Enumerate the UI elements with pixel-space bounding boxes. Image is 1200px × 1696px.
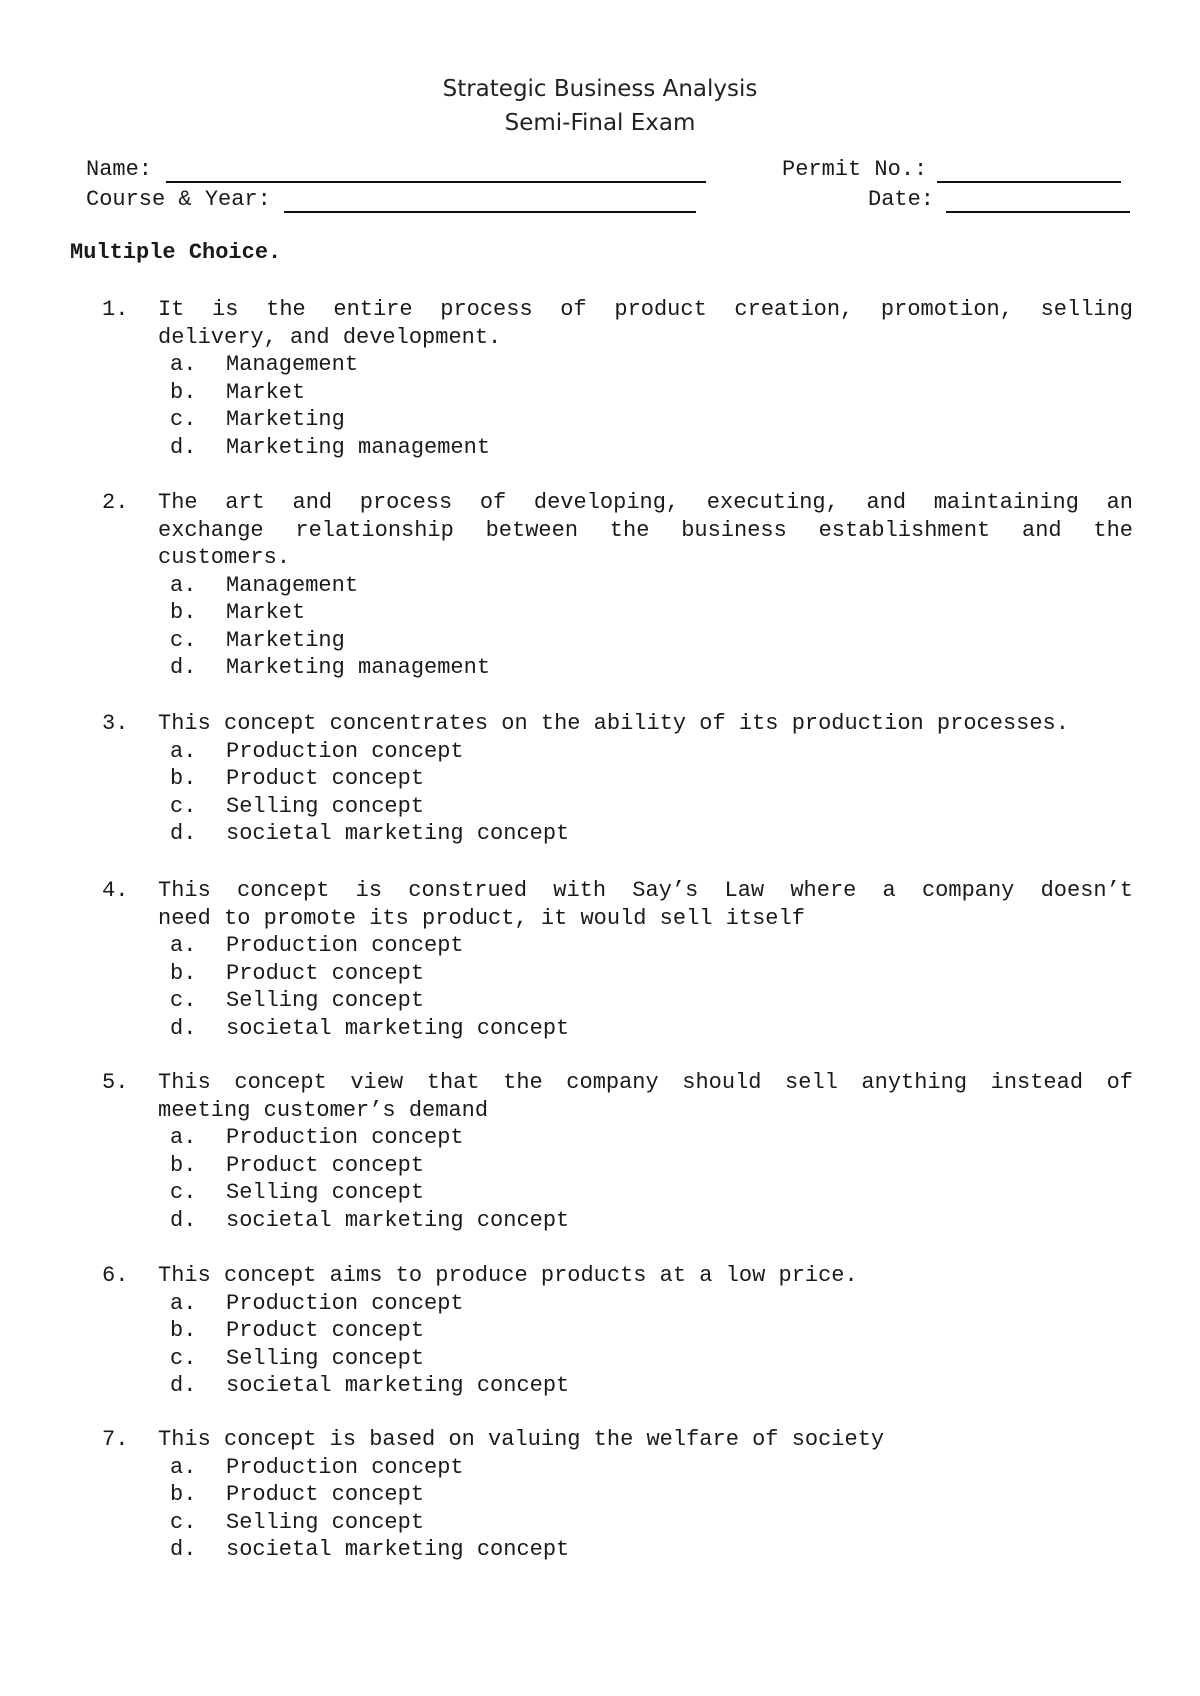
course-label: Course & Year: [86,187,271,212]
question-number: 4. [102,878,129,903]
choice-letter: a. [170,1454,197,1480]
date-blank[interactable] [946,189,1130,213]
question-text-line: This concept aims to produce products at a low price. [158,1263,858,1288]
answer-choice[interactable] [0,987,1200,1015]
question-text [158,296,1133,351]
choice-letter: a. [170,352,197,377]
date-field-row [868,187,1130,213]
answer-choice[interactable] [0,1481,1200,1509]
question-text-line: customers. [158,545,291,570]
choice-letter: b. [170,1318,197,1343]
question-text-line: It is the entire process of product creation, promotion, selling [158,297,1133,322]
answer-choice[interactable] [0,1345,1200,1373]
choice-text: Production concept [226,1454,464,1480]
choice-text: Production concept [226,738,464,764]
choice-letter: d. [170,434,197,460]
choice-letter: b. [170,1152,197,1178]
choice-letter: a. [170,933,197,958]
choice-text: Selling concept [226,1345,425,1371]
question-item [0,1069,1200,1234]
answer-choice[interactable] [0,1290,1200,1318]
choice-text: Product concept [226,1318,425,1343]
answer-choice[interactable] [0,1372,1200,1400]
question-text-line: need to promote its product, it would sell itself [158,905,805,931]
section-title: Multiple Choice. [70,240,282,265]
choice-text: Selling concept [226,988,425,1013]
question-text-line: This concept is construed with Say’s Law where a company doesn’t [158,878,1133,903]
question-text [158,877,1133,932]
question-number: 6. [102,1263,129,1288]
question-item [0,489,1200,682]
choice-text: societal marketing concept [226,821,570,846]
answer-choice[interactable] [0,1179,1200,1207]
answer-choice[interactable] [0,406,1200,434]
question-number: 1. [102,297,129,322]
choice-text: Product concept [226,960,425,986]
answer-choice[interactable] [0,738,1200,766]
permit-field-row [782,157,1121,183]
question-text [158,710,1133,738]
name-label: Name: [86,157,153,182]
choice-letter: c. [170,627,197,653]
question-number: 7. [102,1427,129,1452]
choice-letter: d. [170,1015,197,1041]
choice-text: Production concept [226,933,464,958]
choice-text: Marketing [226,627,345,653]
choice-text: societal marketing concept [226,1015,570,1041]
answer-choice[interactable] [0,1015,1200,1043]
answer-choice[interactable] [0,1124,1200,1152]
exam-subtitle: Semi-Final Exam [504,110,696,136]
choice-letter: b. [170,1482,197,1507]
choice-letter: d. [170,655,197,680]
answer-choice[interactable] [0,1317,1200,1345]
choice-text: Marketing management [226,655,491,680]
question-text [158,489,1133,572]
choice-text: Marketing [226,407,345,432]
choice-letter: d. [170,821,197,846]
choice-text: Selling concept [226,1180,425,1205]
choice-letter: a. [170,738,197,764]
permit-label: Permit No.: [782,157,928,182]
choice-letter: a. [170,1290,197,1316]
answer-choice[interactable] [0,1536,1200,1564]
answer-choice[interactable] [0,1207,1200,1235]
question-text-line: This concept is based on valuing the welfare of society [158,1427,885,1452]
choice-text: Marketing management [226,434,491,460]
question-item [0,710,1200,848]
choice-letter: a. [170,1125,197,1150]
question-text-line: The art and process of developing, executing, and maintaining an [158,490,1133,515]
question-text-line: This concept view that the company should sell anything instead of [158,1070,1133,1095]
choice-text: Market [226,600,306,625]
choice-letter: b. [170,960,197,986]
choice-letter: b. [170,379,197,405]
answer-choice[interactable] [0,379,1200,407]
choice-text: societal marketing concept [226,1537,570,1562]
answer-choice[interactable] [0,351,1200,379]
choice-text: Selling concept [226,793,425,819]
choice-letter: c. [170,407,197,432]
answer-choice[interactable] [0,1509,1200,1537]
question-text [158,1069,1133,1124]
date-label: Date: [868,187,935,212]
choice-letter: c. [170,988,197,1013]
choice-letter: d. [170,1537,197,1562]
question-text [158,1262,1133,1290]
choice-text: societal marketing concept [226,1207,570,1233]
choice-text: Market [226,379,306,405]
answer-choice[interactable] [0,793,1200,821]
permit-blank[interactable] [937,159,1121,183]
question-item [0,296,1200,461]
choice-letter: a. [170,572,197,598]
choice-letter: c. [170,1345,197,1371]
answer-choice[interactable] [0,820,1200,848]
choice-letter: c. [170,1509,197,1535]
answer-choice[interactable] [0,932,1200,960]
choice-letter: c. [170,1180,197,1205]
answer-choice[interactable] [0,654,1200,682]
choice-letter: c. [170,793,197,819]
choice-letter: d. [170,1207,197,1233]
question-number: 3. [102,711,129,736]
question-item [0,1426,1200,1564]
question-item [0,1262,1200,1400]
name-blank[interactable] [166,159,706,183]
choice-text: Product concept [226,1152,425,1178]
question-text-line: delivery, and development. [158,324,502,350]
question-number: 2. [102,490,129,515]
question-text [158,1426,1133,1454]
choice-text: societal marketing concept [226,1373,570,1398]
choice-text: Production concept [226,1125,464,1150]
answer-choice[interactable] [0,599,1200,627]
exam-header [0,72,1200,140]
question-item [0,877,1200,1042]
choice-text: Management [226,572,359,598]
choice-letter: d. [170,1373,197,1398]
choice-text: Product concept [226,766,425,791]
course-field-row [86,187,696,213]
choice-text: Product concept [226,1482,425,1507]
name-field-row [86,157,706,183]
answer-choice[interactable] [0,627,1200,655]
answer-choice[interactable] [0,434,1200,462]
choice-text: Selling concept [226,1509,425,1535]
answer-choice[interactable] [0,572,1200,600]
answer-choice[interactable] [0,1454,1200,1482]
answer-choice[interactable] [0,1152,1200,1180]
question-text-line: meeting customer’s demand [158,1097,489,1123]
question-text-line: exchange relationship between the business establishment and the [158,517,1133,543]
course-blank[interactable] [284,189,696,213]
answer-choice[interactable] [0,960,1200,988]
choice-letter: b. [170,600,197,625]
choice-text: Management [226,352,359,377]
choice-letter: b. [170,766,197,791]
question-text-line: This concept concentrates on the ability of its production processes. [158,711,1069,736]
exam-title: Strategic Business Analysis [442,76,758,102]
answer-choice[interactable] [0,765,1200,793]
choice-text: Production concept [226,1290,464,1316]
question-number: 5. [102,1070,129,1095]
